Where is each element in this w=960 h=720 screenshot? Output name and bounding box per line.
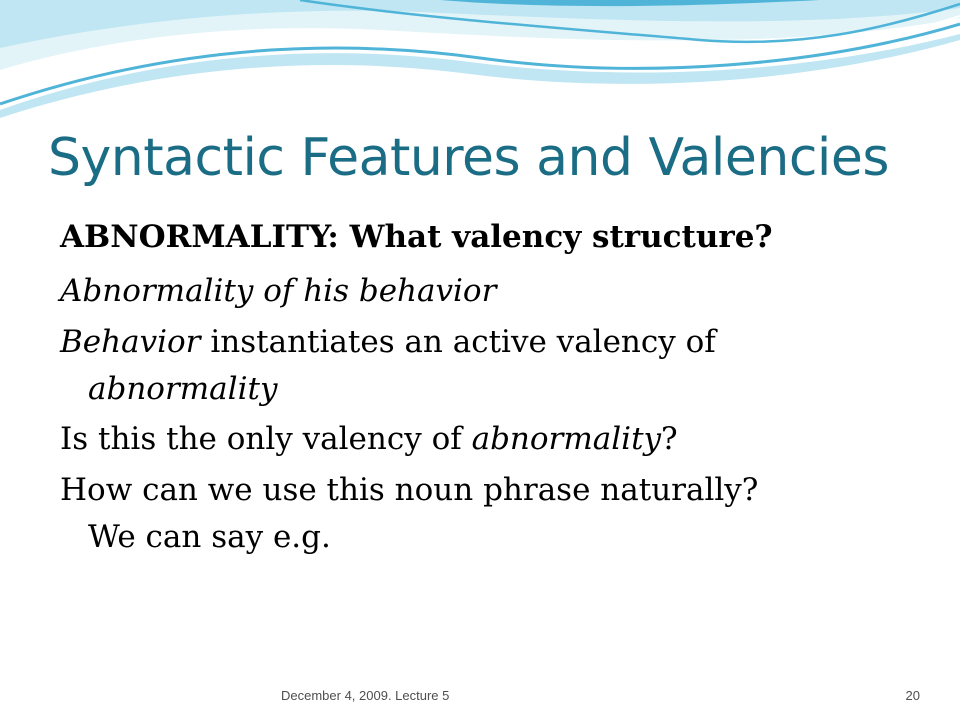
line3-part1: Behavior [60, 324, 201, 360]
line4-part2: abnormality [471, 421, 662, 457]
line5-part1: How can we use this noun phrase naturally? [60, 472, 759, 508]
header-wave-decoration [0, 0, 960, 130]
body-line-2 [60, 264, 920, 318]
slide-title: Syntactic Features and Valencies [48, 128, 889, 188]
wave-light-band-lower [0, 34, 960, 118]
line3-part3: abnormality [88, 371, 278, 407]
footer-date-lecture: December 4, 2009. Lecture 5 [281, 688, 450, 703]
body-line-1 [60, 210, 920, 264]
body-line-5 [60, 466, 920, 560]
line2-text: Abnormality of his behavior [60, 273, 497, 309]
line4-part3: ? [661, 421, 678, 457]
line4-part1: Is this the only valency of [60, 421, 472, 457]
slide-body [60, 210, 920, 560]
footer-slide-number: 20 [905, 688, 920, 703]
line3-part2: instantiates an active valency of [200, 324, 716, 360]
line1-text: ABNORMALITY: What valency structure? [60, 219, 773, 255]
line5-part2: We can say e.g. [88, 519, 331, 555]
body-line-3 [60, 318, 920, 412]
body-line-4 [60, 412, 920, 466]
